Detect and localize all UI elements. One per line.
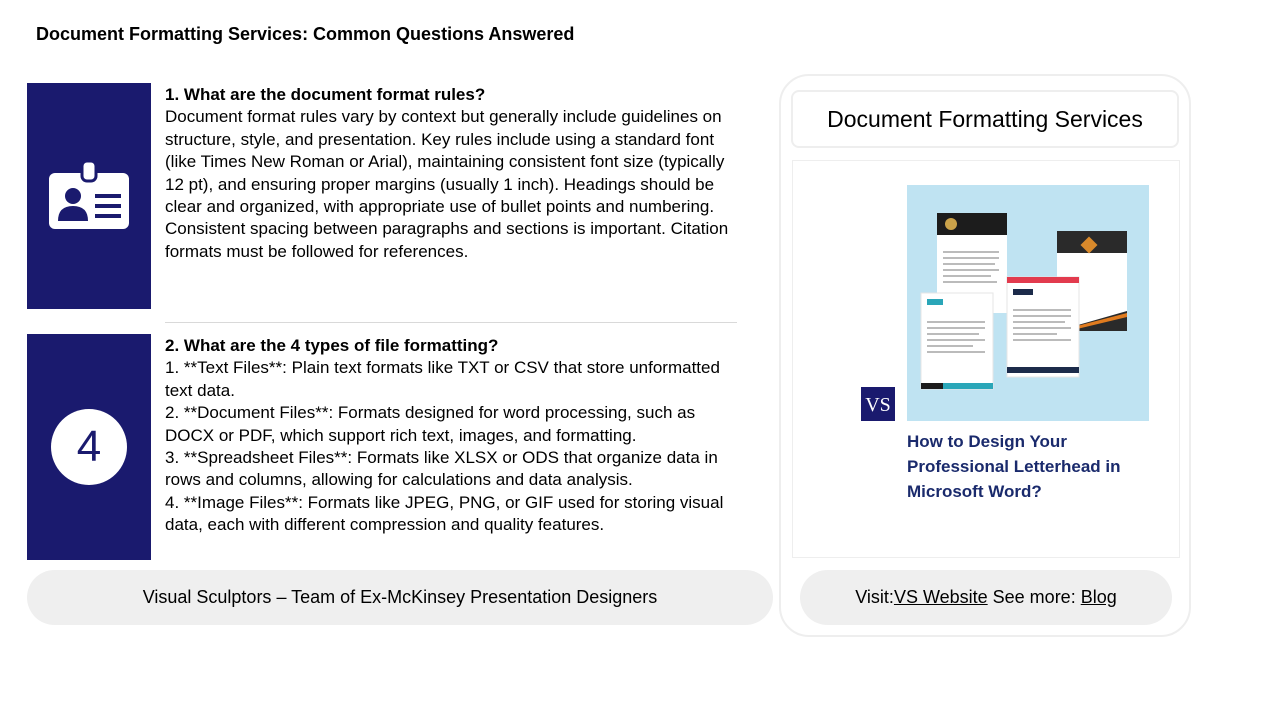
letterhead-illustration: [793, 161, 1179, 557]
faq-item-1: [165, 84, 740, 263]
blog-thumbnail[interactable]: [792, 160, 1180, 558]
footer-tagline: [27, 570, 773, 625]
vs-website-link[interactable]: VS Website: [893, 587, 988, 607]
see-more-label: See more:: [987, 587, 1081, 607]
footer-links: [800, 570, 1172, 625]
vs-logo-text: VS: [865, 394, 891, 416]
faq-divider: [165, 322, 737, 323]
page-title: Document Formatting Services: Common Questions Answered: [36, 24, 575, 44]
faq-item-2: [165, 335, 740, 537]
visit-label: Visit:: [855, 587, 894, 607]
faq-answer: Document format rules vary by context but generally include guidelines on structure, style, and presentation. Key rules include using a standard font (like Times New Roman or Arial), maintaining consistent font size (typically 12 pt), and ensuring proper margins (usually 1 inch). Headings should be clear and organized, with appropriate use of bullet points and numbering. Consistent spacing between paragraphs and sections is important. Citation formats must be followed for references.: [165, 107, 729, 261]
id-badge-icon: [49, 161, 129, 231]
thumbnail-headline-2: Professional Letterhead in: [907, 457, 1121, 476]
blog-link[interactable]: Blog: [1080, 587, 1117, 607]
faq-question: 1. What are the document format rules?: [165, 85, 486, 104]
faq-1-icon-block: [27, 83, 151, 309]
faq-2-icon-block: [27, 334, 151, 560]
card-header-text: Document Formatting Services: [827, 105, 1143, 132]
faq-question: 2. What are the 4 types of file formatting?: [165, 336, 499, 355]
thumbnail-headline-1: How to Design Your: [907, 432, 1067, 451]
thumbnail-headline-3: Microsoft Word?: [907, 482, 1042, 501]
faq-answer: 1. **Text Files**: Plain text formats like TXT or CSV that store unformatted text data. 2. **Document Files**: Formats designed for word processing, such as DOCX or PDF, which support rich text, images, and formatting. 3. **Spreadsheet Files**: Formats like XLSX or ODS that organize data in rows and columns, allowing for calculations and data analysis. 4. **Image Files**: Formats like JPEG, PNG, or GIF used for storing visual data, each with different compression and quality features.: [165, 358, 724, 535]
number-four-icon: 4: [51, 409, 127, 485]
card-header: [791, 90, 1179, 148]
tagline-text: Visual Sculptors – Team of Ex-McKinsey Presentation Designers: [142, 587, 658, 607]
